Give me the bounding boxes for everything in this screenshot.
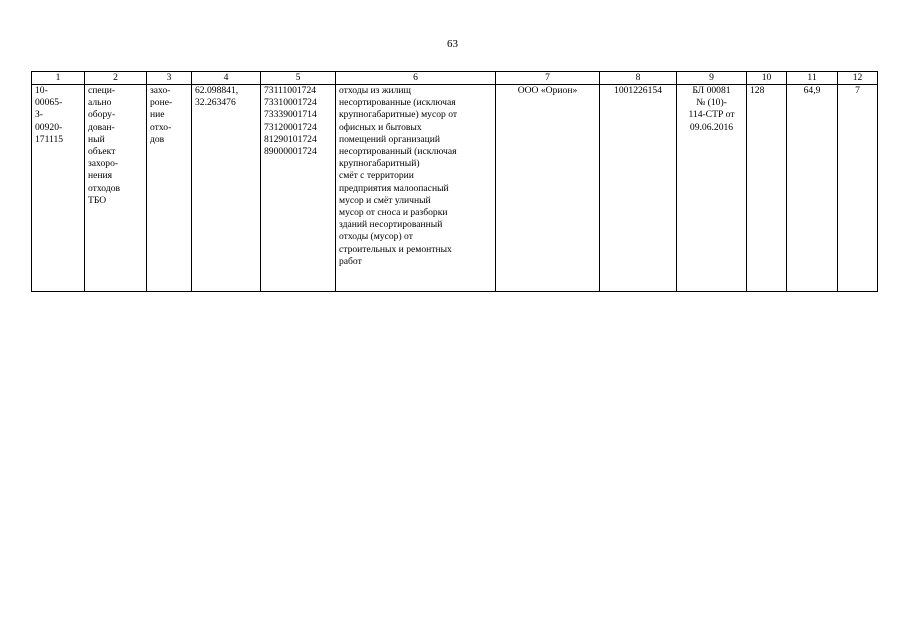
operator-cell: ООО «Орион»	[496, 85, 600, 292]
col11-value-cell: 64,9	[787, 85, 838, 292]
cell-line: несортированные (исключая	[339, 97, 456, 109]
cell-line: 00065-	[35, 97, 63, 109]
cell-line: 62.098841,	[195, 85, 239, 96]
facility-type-cell	[85, 85, 147, 292]
inn-cell: 1001226154	[600, 85, 677, 292]
cell-line: отходы из жилищ	[339, 85, 411, 96]
col12-value-cell: 7	[838, 85, 878, 292]
column-header-10: 10	[747, 72, 787, 85]
cell-line: 73111001724	[264, 85, 317, 96]
cell-line: несортированный (исключая	[339, 146, 457, 158]
cell-line: 10-	[35, 85, 48, 96]
cell-line: № (10)-	[696, 97, 727, 109]
cell-line: БЛ 00081	[692, 85, 731, 96]
cell-line: 73339001714	[264, 109, 317, 121]
cell-line: дов	[150, 133, 165, 145]
cell-line: 81290101724	[264, 133, 317, 145]
cell-line: 32.263476	[195, 97, 236, 109]
cell-line: 171115	[35, 133, 64, 145]
column-header-6: 6	[336, 72, 496, 85]
col10-value-cell: 128	[747, 85, 787, 292]
cell-line: 73120001724	[264, 121, 317, 133]
cell-line: ально	[88, 97, 112, 109]
cell-line: ный	[88, 133, 105, 145]
column-header-4: 4	[192, 72, 261, 85]
license-cell	[677, 85, 747, 292]
cell-line: 09.06.2016	[689, 121, 734, 133]
cell-line: строительных и ремонтных	[339, 243, 452, 255]
column-header-3: 3	[147, 72, 192, 85]
table-row	[32, 85, 878, 292]
cell-line: 89000001724	[264, 146, 317, 158]
header-row	[32, 72, 878, 85]
cell-line: офисных и бытовых	[339, 121, 422, 133]
cell-line: ТБО	[88, 194, 107, 206]
cell-line: смёт с территории	[339, 170, 414, 182]
cell-line: крупногабаритный)	[339, 158, 420, 170]
column-header-12: 12	[838, 72, 878, 85]
cell-line: роне-	[150, 97, 173, 109]
cell-line: 00920-	[35, 121, 63, 133]
cell-line: помещений организаций	[339, 133, 441, 145]
purpose-cell	[147, 85, 192, 292]
waste-codes-cell	[261, 85, 336, 292]
waste-facility-table	[31, 71, 878, 292]
column-header-8: 8	[600, 72, 677, 85]
cell-line: захоро-	[88, 158, 119, 170]
column-header-1: 1	[32, 72, 85, 85]
page-number: 63	[447, 38, 458, 50]
cell-line: отхо-	[150, 121, 172, 133]
cell-line: нения	[88, 170, 113, 182]
cell-line: захо-	[150, 85, 171, 96]
cell-line: объект	[88, 146, 116, 158]
coordinates-cell	[192, 85, 261, 292]
cell-line: обору-	[88, 109, 116, 121]
column-header-2: 2	[85, 72, 147, 85]
cell-line: предприятия малоопасный	[339, 182, 449, 194]
cell-line: ние	[150, 109, 165, 121]
cell-line: зданий несортированный	[339, 219, 443, 231]
cell-line: 114-СТР от	[688, 109, 735, 121]
cell-line: мусор от сноса и разборки	[339, 207, 448, 219]
cell-line: дован-	[88, 121, 115, 133]
cell-line: крупногабаритные) мусор от	[339, 109, 458, 121]
registry-number-cell	[32, 85, 85, 292]
cell-line: 73310001724	[264, 97, 317, 109]
cell-line: З-	[35, 109, 44, 121]
column-header-5: 5	[261, 72, 336, 85]
column-header-9: 9	[677, 72, 747, 85]
cell-line: работ	[339, 255, 362, 267]
column-header-7: 7	[496, 72, 600, 85]
column-header-11: 11	[787, 72, 838, 85]
cell-line: специ-	[88, 85, 116, 96]
waste-types-cell	[336, 85, 496, 292]
cell-line: мусор и смёт уличный	[339, 194, 431, 206]
cell-line: отходы (мусор) от	[339, 231, 413, 243]
cell-line: отходов	[88, 182, 121, 194]
